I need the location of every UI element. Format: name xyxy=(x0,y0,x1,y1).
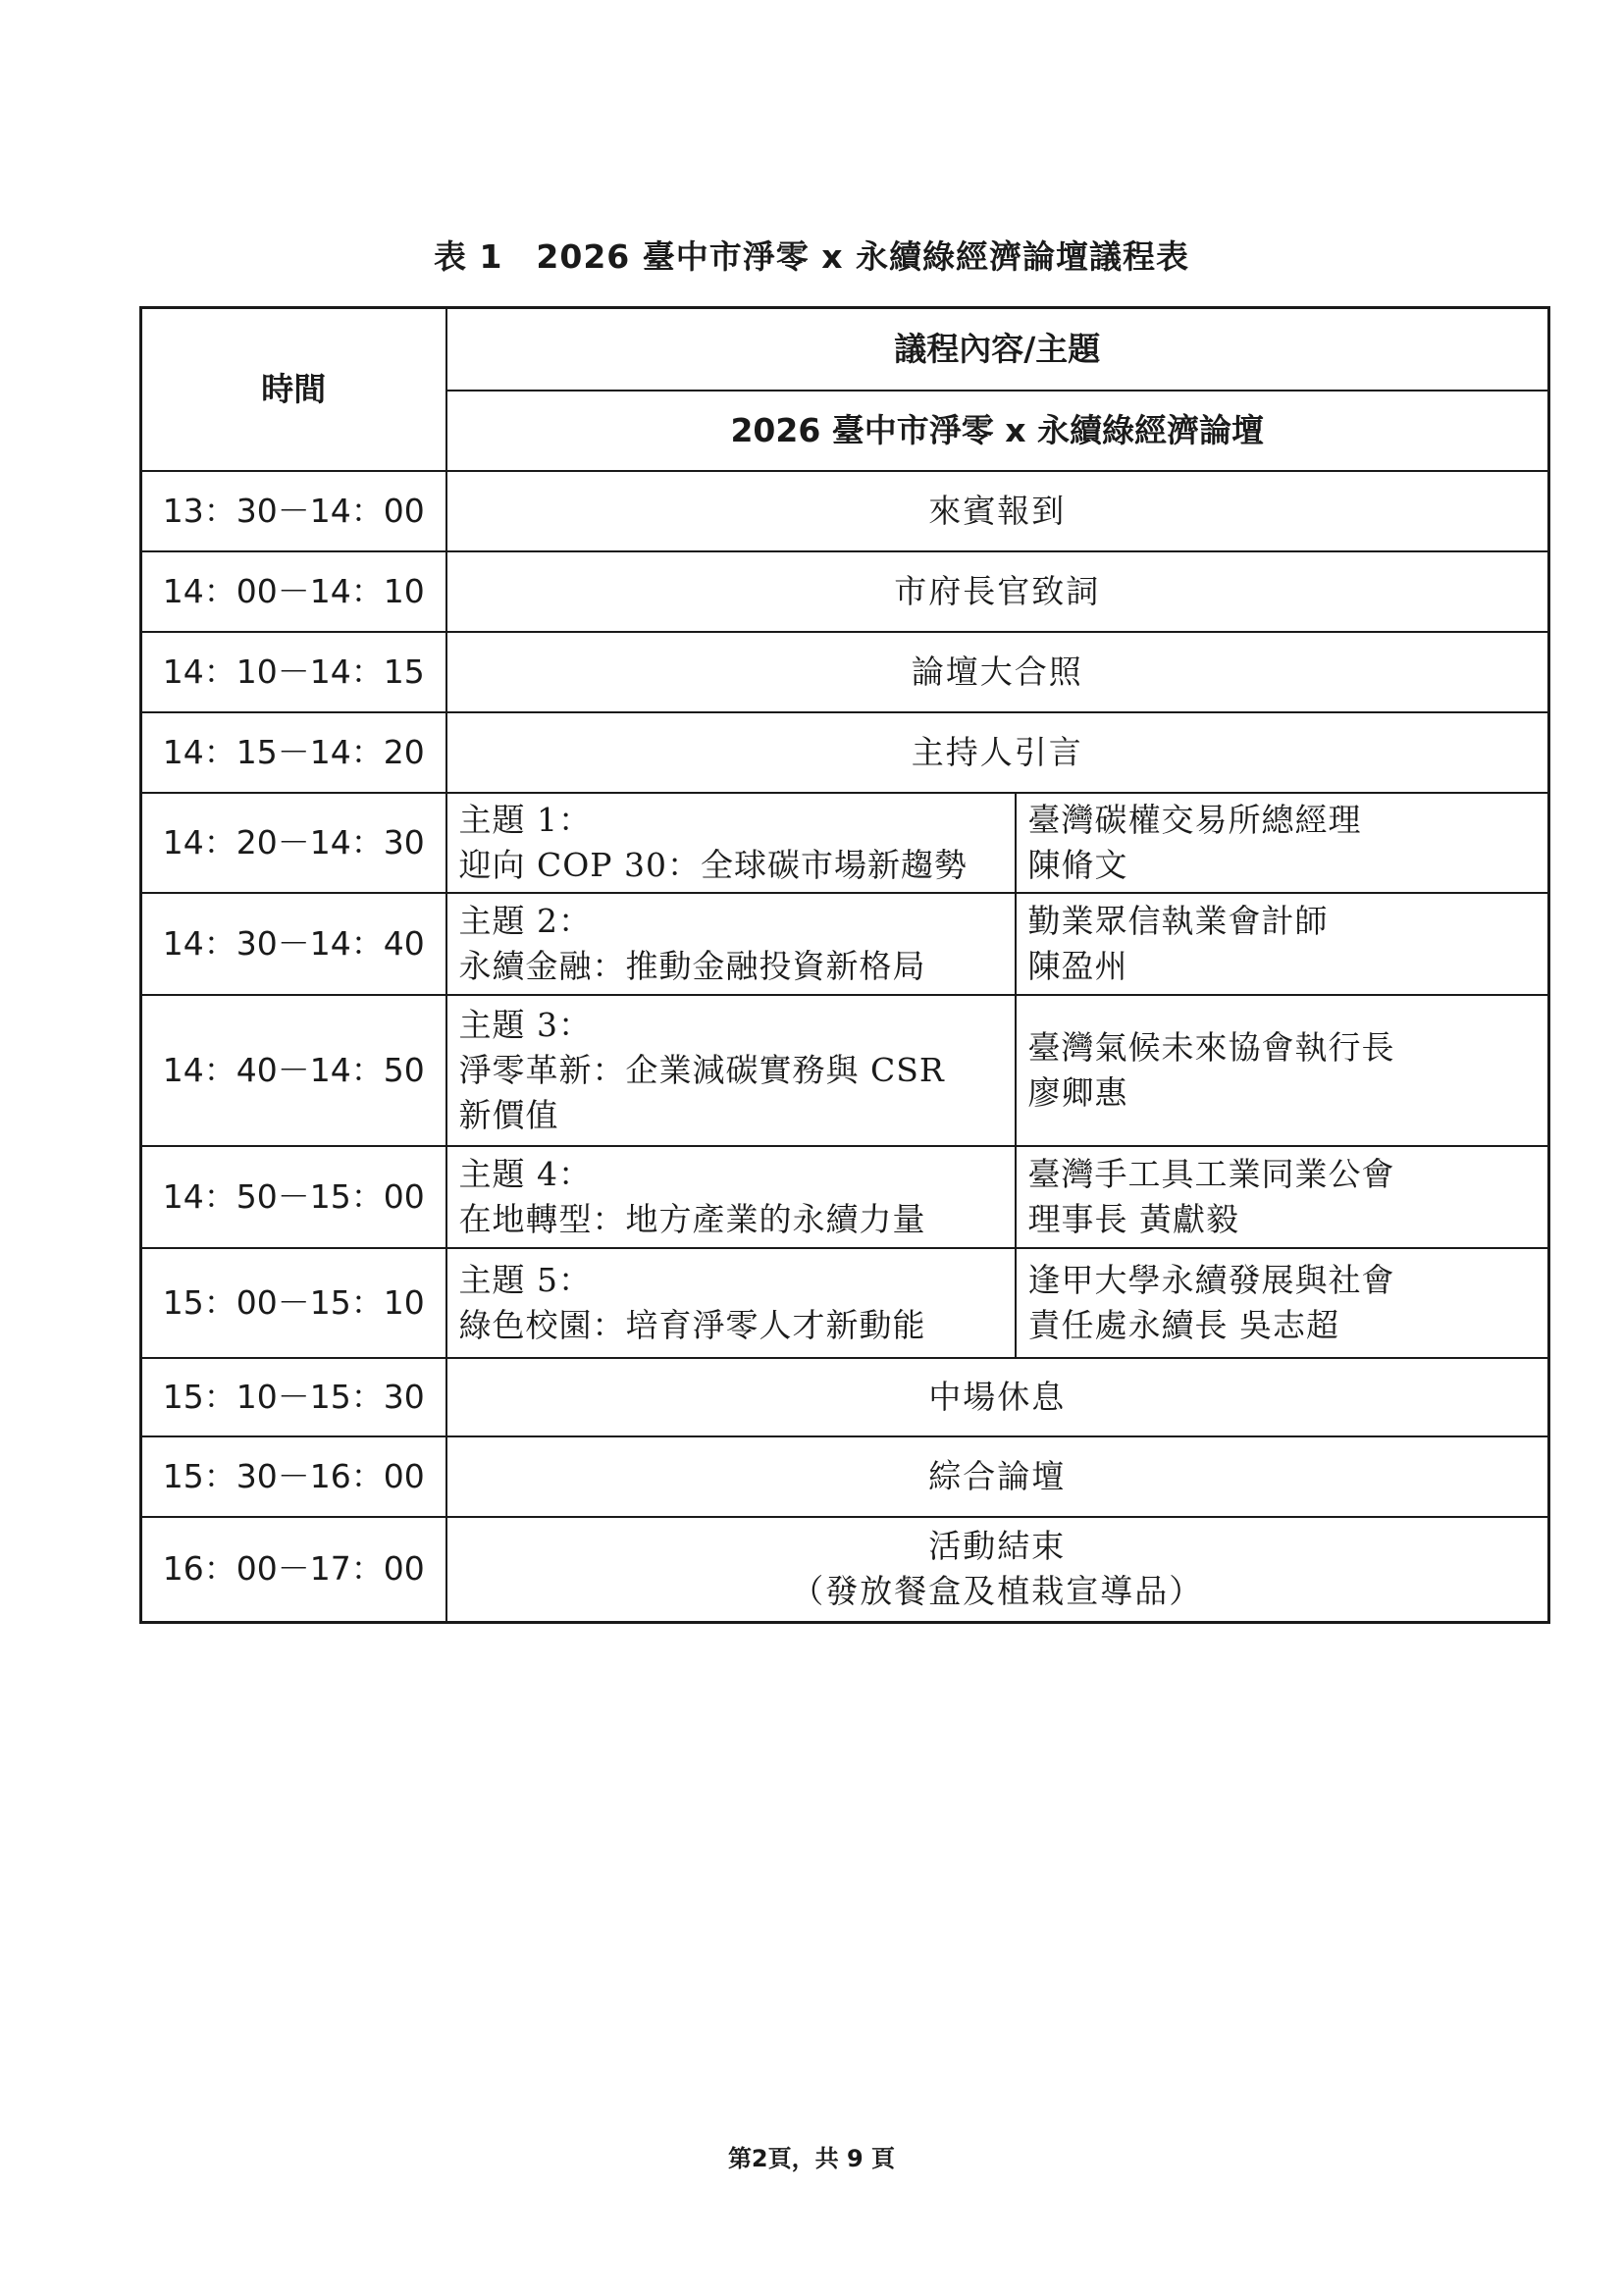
page-number: 第2頁，共 9 頁 xyxy=(727,2145,896,2172)
table-row xyxy=(141,793,1549,893)
agenda-item: 中場休息 xyxy=(446,1358,1549,1436)
agenda-item: 來賓報到 xyxy=(446,471,1549,551)
topic-cell xyxy=(446,995,1016,1146)
time-cell: 16：00－17：00 xyxy=(141,1517,446,1623)
agenda-item-note: （發放餐盒及植栽宣導品） xyxy=(791,1572,1204,1611)
table-row xyxy=(141,712,1549,793)
topic-title: 綠色校園：培育淨零人才新動能 xyxy=(458,1305,926,1344)
topic-cell xyxy=(446,793,1016,893)
agenda-item: 主持人引言 xyxy=(446,712,1549,793)
time-cell: 14：10－14：15 xyxy=(141,632,446,712)
speaker-name: 陳脩文 xyxy=(1027,845,1128,884)
topic-title-continued: 新價值 xyxy=(458,1095,559,1134)
table-row xyxy=(141,1517,1549,1623)
speaker-cell xyxy=(1016,1146,1549,1248)
topic-title: 永續金融：推動金融投資新格局 xyxy=(458,946,926,985)
time-cell: 14：20－14：30 xyxy=(141,793,446,893)
speaker-title: 臺灣氣候未來協會執行長 xyxy=(1027,1027,1395,1067)
agenda-item-text: 活動結束 xyxy=(928,1527,1067,1566)
table-caption: 表 1 2026 臺中市淨零 x 永續綠經濟論壇議程表 xyxy=(433,237,1190,276)
time-cell: 14：40－14：50 xyxy=(141,995,446,1146)
speaker-name: 廖卿惠 xyxy=(1027,1072,1128,1112)
topic-number: 主題 5： xyxy=(458,1260,592,1299)
table-row xyxy=(141,1146,1549,1248)
agenda-item: 論壇大合照 xyxy=(446,632,1549,712)
agenda-item: 綜合論壇 xyxy=(446,1436,1549,1517)
agenda-table xyxy=(139,306,1550,1624)
time-cell: 14：00－14：10 xyxy=(141,551,446,632)
topic-title: 淨零革新：企業減碳實務與 CSR xyxy=(458,1050,945,1089)
topic-title: 迎向 COP 30：全球碳市場新趨勢 xyxy=(458,845,968,884)
speaker-cell xyxy=(1016,793,1549,893)
speaker-cell xyxy=(1016,995,1549,1146)
topic-number: 主題 4： xyxy=(458,1154,592,1193)
speaker-title: 臺灣碳權交易所總經理 xyxy=(1027,800,1362,839)
topic-title: 在地轉型：地方產業的永續力量 xyxy=(458,1199,926,1238)
time-cell: 13：30－14：00 xyxy=(141,471,446,551)
table-row xyxy=(141,893,1549,995)
speaker-title: 逢甲大學永續發展與社會 xyxy=(1027,1260,1395,1299)
topic-number: 主題 2： xyxy=(458,901,592,940)
time-cell: 15：00－15：10 xyxy=(141,1248,446,1358)
time-header: 時間 xyxy=(141,308,446,471)
table-row xyxy=(141,995,1549,1146)
time-cell: 14：50－15：00 xyxy=(141,1146,446,1248)
speaker-name: 陳盈州 xyxy=(1027,946,1128,985)
speaker-name: 理事長 黃獻毅 xyxy=(1027,1199,1239,1238)
table-row xyxy=(141,1248,1549,1358)
speaker-cell xyxy=(1016,893,1549,995)
time-cell: 14：15－14：20 xyxy=(141,712,446,793)
table-row xyxy=(141,632,1549,712)
agenda-item xyxy=(446,1517,1549,1623)
header-row xyxy=(141,308,1549,391)
topic-number: 主題 3： xyxy=(458,1005,592,1044)
speaker-name: 責任處永續長 吳志超 xyxy=(1027,1305,1339,1344)
topic-cell xyxy=(446,893,1016,995)
table-row xyxy=(141,551,1549,632)
forum-name: 2026 臺中市淨零 x 永續綠經濟論壇 xyxy=(446,391,1549,471)
time-cell: 15：10－15：30 xyxy=(141,1358,446,1436)
speaker-title: 勤業眾信執業會計師 xyxy=(1027,901,1329,940)
content-header: 議程內容/主題 xyxy=(446,308,1549,391)
table-row xyxy=(141,1358,1549,1436)
topic-number: 主題 1： xyxy=(458,800,592,839)
speaker-cell xyxy=(1016,1248,1549,1358)
table-row xyxy=(141,1436,1549,1517)
speaker-title: 臺灣手工具工業同業公會 xyxy=(1027,1154,1395,1193)
time-cell: 14：30－14：40 xyxy=(141,893,446,995)
table-row xyxy=(141,471,1549,551)
agenda-item: 市府長官致詞 xyxy=(446,551,1549,632)
topic-cell xyxy=(446,1248,1016,1358)
topic-cell xyxy=(446,1146,1016,1248)
time-cell: 15：30－16：00 xyxy=(141,1436,446,1517)
